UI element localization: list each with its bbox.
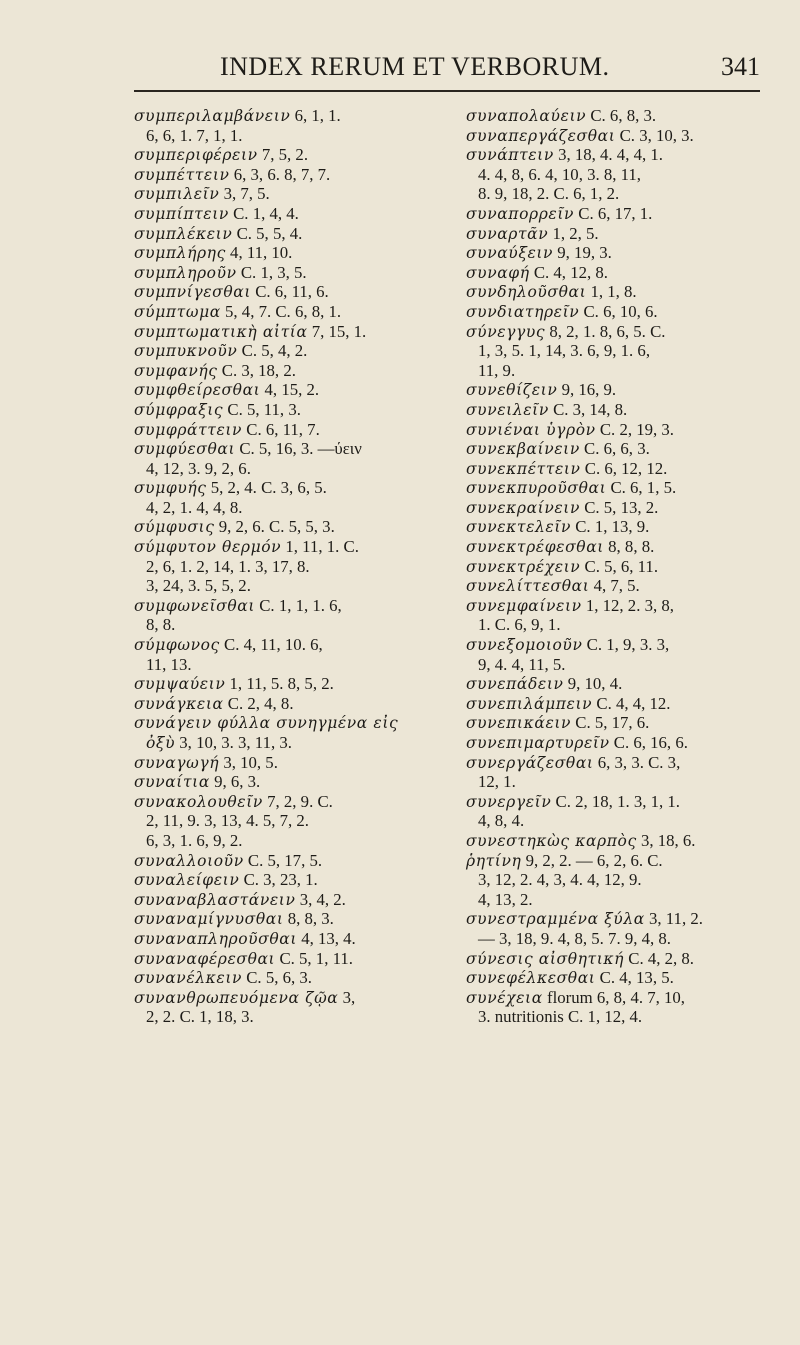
index-entry [466,851,764,871]
index-references: C. 2, 4, 8. [223,693,294,713]
index-entry [134,890,452,910]
index-continuation [466,165,764,185]
index-references: 1, 3, 5. 1, 14, 3. 6, 9, 1. 6, [478,341,651,361]
index-entry [466,988,764,1008]
index-references: C. 5, 13, 2. [580,497,659,517]
index-entry [466,831,764,851]
index-continuation [134,1007,452,1027]
index-headword: συναναφέρεσθαι [134,949,276,968]
index-references: 2, 6, 1. 2, 14, 1. 3, 17, 8. [146,556,310,576]
index-references: C. 1, 3, 5. [236,262,307,282]
index-references: C. 6, 16, 6. [609,733,688,752]
index-continuation [134,615,452,635]
index-continuation [134,459,452,479]
index-headword: συνεκραίνειν [466,498,581,517]
index-headword: σύμφυτον θερμόν [134,538,282,557]
index-entry [134,596,452,616]
index-headword: σύμπτωμα [134,302,221,321]
index-entry [134,988,452,1008]
index-entry [466,537,764,557]
index-headword: συνεργάζεσθαι [466,753,594,772]
index-references: C. 1, 13, 9. [571,517,650,537]
index-headword: συναλείφειν [134,871,240,890]
index-continuation [134,498,452,518]
index-headword: συνεστραμμένα ξύλα [466,910,645,929]
index-entry [466,380,764,400]
index-references: 3, 4, 2. [295,889,346,909]
index-entry [134,439,452,459]
index-headword: συνειλεῖν [466,400,549,419]
index-headword: σύμφυσις [134,518,215,537]
index-references: C. 5, 6, 11. [580,556,659,576]
index-headword: ῥητίνη [466,851,522,870]
index-continuation [134,831,452,851]
index-references: 6, 6, 1. 7, 1, 1. [146,125,243,145]
index-headword: συναλλοιοῦν [134,851,244,870]
index-headword: συμψαύειν [134,675,226,694]
index-references: 2, 11, 9. 3, 13, 4. 5, 7, 2. [146,811,309,831]
index-references: 6, 3, 3. C. 3, [593,752,681,772]
index-headword: συνδηλοῦσθαι [466,283,587,302]
index-headword: συνέχεια [466,988,543,1007]
index-entry [134,322,452,342]
index-headword: συμφθείρεσθαι [134,381,261,400]
index-references: C. 4, 12, 8. [529,262,608,282]
index-references: 1, 12, 2. 3, 8, [581,595,674,615]
index-references: 9, 4. 4, 11, 5. [478,654,566,674]
index-headword: ὀξὺ [146,734,176,752]
index-references: 6, 3, 6. 8, 7, 7. [229,164,331,184]
index-references: 4, 13, 2. [478,889,533,909]
index-entry [466,126,764,146]
index-entry [466,517,764,537]
index-references: C. 5, 4, 2. [237,341,308,361]
index-entry [134,165,452,185]
index-headword: συνεκτρέχειν [466,557,581,576]
index-references: C. 5, 5, 4. [232,223,303,243]
index-references: 4, 12, 3. 9, 2, 6. [146,458,251,478]
index-references: 3, 12, 2. 4, 3, 4. 4, 12, 9. [478,870,642,890]
index-entry [134,400,452,420]
index-references: C. 4, 2, 8. [624,948,694,968]
index-headword: συνάπτειν [466,146,554,165]
index-continuation [466,772,764,792]
index-entry [134,929,452,949]
index-entry [466,576,764,596]
index-entry [134,478,452,498]
index-entry [466,792,764,812]
index-references: C. 1, 9, 3. 3, [582,635,670,655]
index-references: 8. 9, 18, 2. C. 6, 1, 2. [478,184,620,204]
index-entry [466,498,764,518]
index-headword: συνεφέλκεσθαι [466,969,596,988]
index-references: 4, 15, 2. [260,380,320,400]
index-references: 3, 18, 6. [636,830,696,850]
left-index-column [134,106,452,1027]
index-headword: συναίτια [134,773,210,792]
index-headword: συναναμίγνυσθαι [134,910,284,929]
index-headword: συνεκβαίνειν [466,440,580,459]
index-references: C. 5, 1, 11. [275,948,353,968]
index-headword: συμπίπτειν [134,204,229,223]
index-references: C. 5, 17, 5. [243,850,323,870]
index-headword: συμπνίγεσθαι [134,283,252,302]
index-headword: συμφυής [134,479,207,498]
index-headword: συνανθρωπευόμενα ζῷα [134,988,339,1007]
index-references: florum 6, 8, 4. 7, 10, [542,987,685,1007]
index-continuation [466,361,764,381]
index-entry [134,870,452,890]
index-entry [134,792,452,812]
index-entry [134,733,452,753]
index-continuation [134,126,452,146]
index-references: 9, 2, 6. C. 5, 5, 3. [214,517,335,537]
index-entry [466,557,764,577]
index-references: — 3, 18, 9. 4, 8, 5. 7. 9, 4, 8. [478,928,671,948]
index-entry [134,184,452,204]
index-headword: συνεθίζειν [466,381,558,400]
index-references: 3, [338,987,356,1007]
index-entry [134,949,452,969]
index-references: C. 6, 17, 1. [574,203,653,223]
index-references: 4, 11, 10. [225,243,293,263]
index-headword: συναναπληροῦσθαι [134,929,298,948]
index-headword: συμπέττειν [134,165,230,184]
index-entry [134,851,452,871]
index-headword: συνδιατηρεῖν [466,302,580,321]
index-continuation [466,655,764,675]
index-headword: συμπεριλαμβάνειν [134,107,291,125]
index-headword: συναρτᾶν [466,224,549,243]
index-headword: συναναβλαστάνειν [134,890,296,909]
index-headword: συμπιλεῖν [134,185,220,204]
index-entry [466,263,764,283]
index-references: C. 4, 4, 12. [592,693,671,713]
index-headword: συνεκπέττειν [466,459,581,478]
index-references: C. 6, 11, 7. [242,419,320,439]
index-headword: συνεκπυροῦσθαι [466,479,607,498]
index-entry [134,341,452,361]
index-references: 1, 11, 1. C. [281,537,359,557]
index-entry [134,361,452,381]
index-entry [134,302,452,322]
index-entry [134,635,452,655]
index-entry [466,420,764,440]
index-headword: συνελίττεσθαι [466,577,590,596]
index-references: 3, 11, 2. [644,909,703,929]
index-headword: συναπεργάζεσθαι [466,126,616,145]
running-header [130,52,760,92]
index-entry [134,204,452,224]
index-references: 4, 7, 5. [589,576,640,596]
index-entry [134,909,452,929]
index-entry [466,968,764,988]
index-references: C. 3, 18, 2. [217,360,296,380]
index-continuation [466,341,764,361]
index-entry [466,596,764,616]
index-entry [134,263,452,283]
index-entry [466,243,764,263]
index-headword: συνεργεῖν [466,792,552,811]
index-headword: σύμφωνος [134,636,220,655]
index-headword: συνανέλκειν [134,969,243,988]
header-rule [134,90,760,92]
index-references: 3, 10, 5. [219,752,278,772]
index-headword: συμφωνεῖσθαι [134,596,256,615]
index-headword: συμφύεσθαι [134,440,236,459]
index-references: 5, 4, 7. C. 6, 8, 1. [220,301,342,321]
index-references: 2, 2. C. 1, 18, 3. [146,1007,254,1027]
index-headword: συναφή [466,263,530,282]
index-headword: συμφράττειν [134,420,243,439]
index-continuation [466,890,764,910]
index-headword: συνεπάδειν [466,675,564,694]
index-entry [134,145,452,165]
index-references: 8, 2, 1. 8, 6, 5. C. [545,321,666,341]
index-references: 3, 18, 4. 4, 4, 1. [553,145,663,165]
index-continuation [466,929,764,949]
index-entry [134,674,452,694]
index-headword: συνεξομοιοῦν [466,636,583,655]
index-headword: συμπλέκειν [134,224,233,243]
index-headword: σύνεσις αἰσθητική [466,949,625,968]
header-title: INDEX RERUM ET VERBORUM. [220,52,610,81]
index-references: C. 2, 18, 1. 3, 1, 1. [551,791,681,811]
index-entry [134,243,452,263]
index-continuation [466,1007,764,1027]
index-entry [134,224,452,244]
index-entry [134,380,452,400]
index-continuation [466,870,764,890]
index-entry [466,322,764,342]
index-references: C. 1, 1, 1. 6, [255,595,342,615]
index-references: C. 5, 11, 3. [223,399,301,419]
index-references: 1. C. 6, 9, 1. [478,615,561,635]
index-entry [134,106,452,126]
index-headword: συμπυκνοῦν [134,342,238,361]
index-continuation [466,184,764,204]
index-continuation [134,557,452,577]
index-references: 3, 10, 3. 3, 11, 3. [175,733,292,752]
index-headword: συμπεριφέρειν [134,146,258,165]
index-references: 1, 1, 8. [586,282,637,302]
index-references: 11, 9. [478,360,516,380]
index-entry [466,302,764,322]
page-number: 341 [721,52,760,81]
index-headword: συμπλήρης [134,244,226,263]
index-entry [134,968,452,988]
index-entry [466,478,764,498]
index-references: 8, 8. [146,615,176,635]
index-references: 9, 2, 2. — 6, 2, 6. C. [521,850,663,870]
index-references: C. 6, 10, 6. [579,301,658,321]
index-entry [134,694,452,714]
right-index-column [466,106,764,1027]
index-references: 8, 8, 3. [283,909,334,929]
index-entry [134,753,452,773]
index-references: 3. nutritionis C. 1, 12, 4. [478,1007,643,1027]
index-entry [466,439,764,459]
index-headword: συναύξειν [466,244,554,263]
index-headword: συνεπικάειν [466,714,572,733]
index-references: C. 3, 10, 3. [615,125,694,145]
index-references: 9, 16, 9. [557,380,617,400]
index-references: 7, 5, 2. [257,145,309,165]
index-entry [466,282,764,302]
index-entry [466,713,764,733]
index-headword: συνακολουθεῖν [134,792,263,811]
index-headword: συνεκτελεῖν [466,518,572,537]
index-headword: συμπληροῦν [134,263,237,282]
index-headword: συνάγειν φύλλα συνηγμένα εἰς [134,714,399,733]
index-entry [466,145,764,165]
index-headword: συνεκτρέφεσθαι [466,538,604,557]
index-references: 11, 13. [146,654,192,674]
index-headword: συμφανής [134,361,218,380]
index-references: C. 6, 11, 6. [251,282,329,302]
index-references: 4, 13, 4. [297,928,356,948]
index-references: C. 1, 4, 4. [228,203,299,223]
index-references: C. 6, 12, 12. [580,458,668,478]
index-entry [466,106,764,126]
index-references: C. 6, 6, 3. [579,439,650,459]
index-headword: συνεμφαίνειν [466,596,582,615]
index-entry [466,753,764,773]
index-references: 1, 11, 5. 8, 5, 2. [225,674,334,694]
index-continuation [134,811,452,831]
index-entry [134,420,452,440]
index-references: C. 6, 8, 3. [586,106,657,125]
index-headword: συνάγκεια [134,694,224,713]
index-references: 4. 4, 8, 6. 4, 10, 3. 8, 11, [478,164,641,184]
index-continuation [134,655,452,675]
index-entry [466,909,764,929]
index-entry [466,204,764,224]
index-entry [466,733,764,753]
index-entry [134,517,452,537]
index-references: C. 2, 19, 3. [595,419,674,439]
index-entry [466,459,764,479]
index-references: 3, 7, 5. [219,184,270,204]
index-references: 9, 19, 3. [553,243,612,263]
index-continuation [466,811,764,831]
index-entry [466,949,764,969]
index-entry [134,537,452,557]
index-references: 1, 2, 5. [548,223,599,243]
index-headword: σύμφραξις [134,400,224,419]
index-references: C. 3, 23, 1. [239,870,318,890]
index-entry [134,772,452,792]
index-references: 7, 15, 1. [307,321,367,341]
index-headword: συναπολαύειν [466,107,587,125]
index-references: C. 4, 11, 10. 6, [219,635,323,655]
index-headword: συναγωγή [134,753,220,772]
index-entry [466,694,764,714]
index-headword: συνεστηκὼς καρπὸς [466,831,637,850]
index-references: C. 3, 14, 8. [548,399,628,419]
index-references: 3, 24, 3. 5, 5, 2. [146,576,251,596]
index-headword: συνιέναι ὑγρὸν [466,420,596,439]
index-entry [466,400,764,420]
index-headword: συνεπιμαρτυρεῖν [466,734,610,752]
index-entry [466,635,764,655]
index-references: 12, 1. [478,772,516,792]
index-references: 5, 2, 4. C. 3, 6, 5. [206,478,327,498]
index-headword: σύνεγγυς [466,322,546,341]
index-references: C. 5, 16, 3. —ύειν [235,439,362,459]
index-entry [134,282,452,302]
index-references: 6, 3, 1. 6, 9, 2. [146,830,243,850]
index-references: 9, 10, 4. [563,674,623,694]
index-references: C. 4, 13, 5. [595,968,674,988]
index-references: C. 5, 6, 3. [242,968,312,988]
index-references: C. 5, 17, 6. [571,713,650,733]
index-headword: συνεπιλάμπειν [466,694,593,713]
index-references: 8, 8, 8. [603,537,655,557]
index-references: C. 6, 1, 5. [606,478,677,498]
index-continuation [466,615,764,635]
index-entry [134,713,452,733]
index-references: 6, 1, 1. [290,106,341,125]
index-references: 9, 6, 3. [209,772,261,792]
index-entry [466,224,764,244]
index-references: 4, 8, 4. [478,811,525,831]
index-entry [466,674,764,694]
index-headword: συναπορρεῖν [466,204,575,223]
index-references: 4, 2, 1. 4, 4, 8. [146,497,243,517]
index-references: 7, 2, 9. C. [262,791,333,811]
index-headword: συμπτωματικὴ αἰτία [134,322,308,341]
index-continuation [134,576,452,596]
